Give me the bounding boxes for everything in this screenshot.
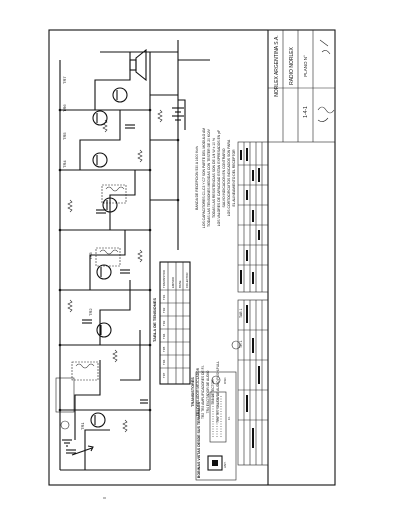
col-tr3: TR3 (162, 320, 166, 326)
component-table-lower (238, 300, 268, 465)
resistor-symbols (68, 110, 162, 432)
transistor-tr3 (88, 252, 111, 279)
tension-table (152, 262, 190, 384)
col-tr7: TR7 (162, 372, 166, 378)
row-header-base: BASE (178, 280, 182, 288)
signature-mark (318, 40, 334, 122)
col-tr6: TR6 (162, 359, 166, 365)
transistor-tr4 (62, 160, 117, 212)
tension-table-title: TABLA DE TENSIONES (152, 297, 157, 343)
tr3-label: TR3 (88, 252, 93, 260)
notes-block (195, 128, 236, 228)
fi-label: F.I. (227, 415, 231, 420)
note-line-2: TODAS LAS TENSIONES MEDIDAS CON TESTER DE 20 KΩ/V (207, 129, 211, 227)
tr2-label: TR2 (88, 308, 93, 316)
note-line-7: EL ALINEAMIENTO DEL RECEPTOR (232, 149, 236, 207)
note-line-5: SALVO INDICACION EN CONTRARIO (222, 148, 226, 208)
title-block (268, 30, 335, 142)
sheet-number: 1-4-1 (303, 106, 309, 118)
transistor-notes-title: TRANSISTORES (191, 377, 195, 407)
row-header-colector: COLECTOR (185, 272, 189, 288)
ant-coil-icon (208, 456, 227, 470)
transistor-note-3: TR4 EXCITADOR DE AUDIO (206, 370, 210, 414)
fi-coil-icon (210, 392, 231, 442)
transistor-tr6 (62, 104, 107, 125)
osc-label: OSC. (223, 376, 227, 384)
note-line-4: LOS VALORES DE CAPACIDAD ESTAN EXPRESADOS EN pF (217, 129, 221, 227)
component-table-upper (238, 142, 268, 292)
if-transformers (72, 185, 126, 380)
transistor-note-4: TR5 DETECTOR (211, 379, 215, 405)
transistor-tr5 (62, 132, 107, 167)
col-tr5: TR5 (162, 346, 166, 352)
ant-label: ANT. (223, 461, 227, 468)
col-tr1: TR1 (162, 294, 166, 300)
coil-legend-title: BOBINAS VISTAS DESDE SUS TERMINALES (197, 401, 201, 479)
col-tr2: TR2 (162, 307, 166, 313)
transistor-tr1 (80, 413, 105, 430)
col-tr4: TR4 (162, 333, 166, 339)
model-name: RADIO NORLEX (289, 47, 295, 85)
note-line-6: LOS CORTOCIRCUITOS INDICADOS SON PARA (227, 139, 231, 217)
tr1-label: TR1 (80, 422, 85, 430)
table-label-left: TAB 1 (239, 308, 243, 318)
table-label-right: TR 1 (239, 340, 243, 348)
note-line-1: LOS CAPACITORES C1-C3 Y C7 SON PARTE DEL MODULO AM (202, 127, 206, 229)
capacitor-symbols (66, 125, 148, 453)
transistor-note-5: TR6 TR7 SALIDA DE AUDIO PUSH-PULL (216, 361, 220, 423)
tr7-label: TR7 (62, 76, 67, 84)
tr5-label: TR5 (62, 132, 67, 140)
row-header-emisor: EMISOR (171, 276, 175, 288)
transistor-note-2: TR2 TR3 AMPLIFICADORES DE F.I. (201, 365, 205, 419)
schematic-wiring (60, 40, 210, 470)
note-line-8: BANDA DE RECEPCION 530 A 1600 Kc/s (195, 146, 199, 210)
note-line-3: TODAS LAS RESISTENCIAS SON DE 1/4 W ± 10 % (212, 138, 216, 218)
plano-label: PLANO N° (303, 55, 308, 77)
tr4-label: TR4 (62, 160, 67, 168)
transistor-note-1: TR1 OSCILADOR MEZCLADOR (196, 367, 200, 417)
speaker-icon (130, 50, 146, 80)
company-name: NORLEX ARGENTINA S.A. (274, 35, 280, 97)
row-header-transistor: TRANSISTOR (162, 270, 166, 288)
tr6-label: TR6 (62, 104, 67, 112)
